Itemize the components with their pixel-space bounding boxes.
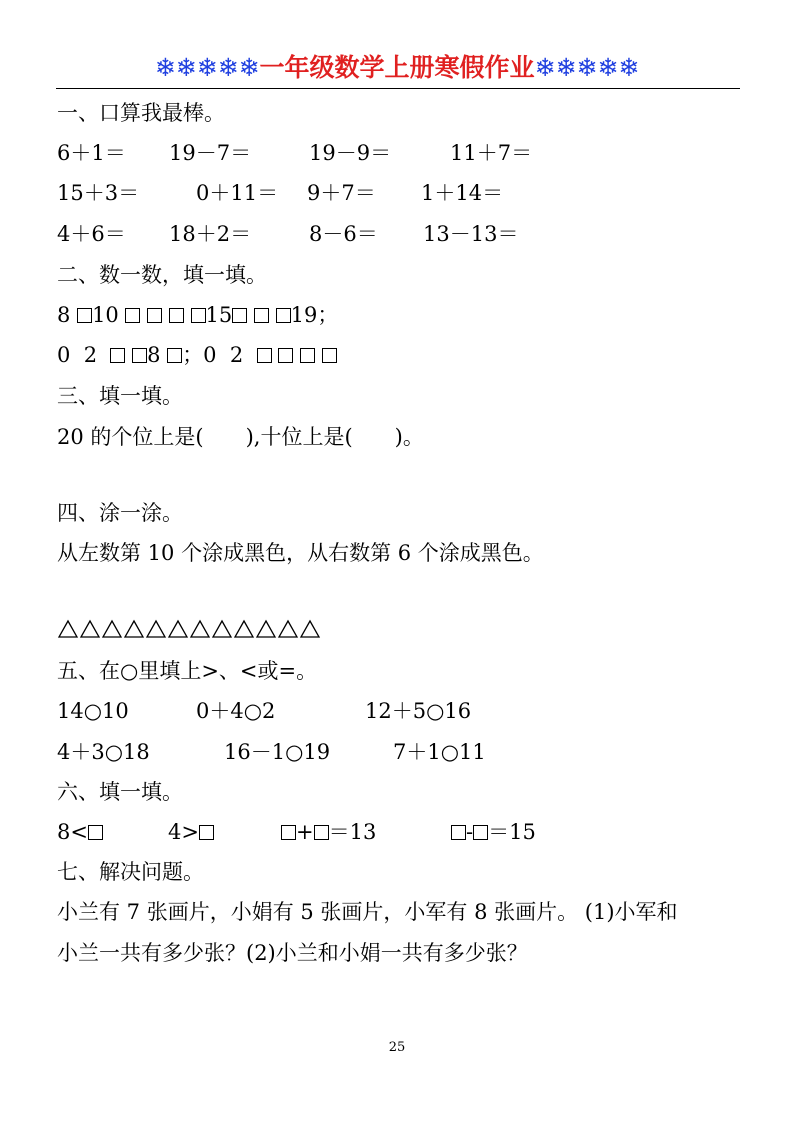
answer-box[interactable] — [473, 825, 488, 840]
answer-box[interactable] — [77, 308, 92, 323]
seq-number: 0 2 — [57, 343, 98, 367]
section5-heading: 五、在○里填上>、<或=。 — [57, 659, 318, 683]
triangle-shape[interactable] — [79, 619, 101, 639]
s4-question: 从左数第 10 个涂成黑色，从右数第 6 个涂成黑色。 — [57, 541, 544, 565]
section1-heading: 一、口算我最棒。 — [57, 101, 225, 125]
answer-box[interactable] — [125, 308, 140, 323]
answer-box[interactable] — [278, 348, 293, 363]
page-number: 25 — [388, 1040, 406, 1055]
seq-number: ；0 2 — [182, 343, 244, 367]
answer-box[interactable] — [322, 348, 337, 363]
page-title — [0, 48, 794, 84]
calc: 13－13＝ — [423, 222, 519, 246]
compare-item: 14○10 — [57, 699, 129, 723]
compare-item: 12＋5○16 — [365, 699, 472, 723]
compare-item: 16－1○19 — [224, 740, 331, 764]
snowflake-icons-left: ❄❄❄❄❄ — [154, 53, 260, 82]
seq-number: 8 — [57, 303, 71, 327]
fill-item: 4> — [168, 818, 214, 846]
compare-item: 0＋4○2 — [196, 699, 276, 723]
calc: 6＋1＝ — [57, 141, 126, 165]
answer-box[interactable] — [169, 308, 184, 323]
answer-box[interactable] — [281, 825, 296, 840]
fill-item: 8< — [57, 818, 103, 846]
triangle-shape[interactable] — [277, 619, 299, 639]
calc: 0＋11＝ — [196, 181, 279, 205]
answer-box[interactable] — [300, 348, 315, 363]
answer-box[interactable] — [451, 825, 466, 840]
s2-sequence-1 — [57, 301, 338, 329]
triangle-shape[interactable] — [101, 619, 123, 639]
answer-box[interactable] — [276, 308, 291, 323]
s7-problem-line1: 小兰有 7 张画片，小娟有 5 张画片，小军有 8 张画片。 (1)小军和 — [57, 900, 678, 924]
calc: 19－9＝ — [309, 141, 392, 165]
section6-heading: 六、填一填。 — [57, 780, 183, 804]
s7-problem-line2: 小兰一共有多少张？(2)小兰和小娟一共有多少张？ — [57, 941, 528, 965]
answer-box[interactable] — [147, 308, 162, 323]
seq-number: 15 — [205, 303, 233, 327]
calc: 1＋14＝ — [421, 181, 504, 205]
answer-box[interactable] — [167, 348, 182, 363]
section7-heading: 七、解决问题。 — [57, 860, 204, 884]
calc: 15＋3＝ — [57, 181, 140, 205]
triangle-shape[interactable] — [211, 619, 233, 639]
seq-number: 10 — [92, 303, 119, 327]
calc: 18＋2＝ — [169, 222, 252, 246]
answer-box[interactable] — [232, 308, 247, 323]
answer-box[interactable] — [88, 825, 103, 840]
triangle-shape[interactable] — [189, 619, 211, 639]
calc: 8－6＝ — [309, 222, 378, 246]
triangle-shape[interactable] — [233, 619, 255, 639]
triangle-shape[interactable] — [299, 619, 321, 639]
answer-box[interactable] — [132, 348, 147, 363]
fill-item: + ＝13 — [281, 818, 376, 846]
section3-heading: 三、填一填。 — [57, 384, 183, 408]
title-text: 一年级数学上册寒假作业 — [259, 53, 535, 82]
answer-box[interactable] — [199, 825, 214, 840]
seq-number: 8 — [147, 343, 161, 367]
fill-item: - ＝15 — [451, 818, 536, 846]
calc: 9＋7＝ — [307, 181, 376, 205]
header-rule — [56, 88, 740, 89]
answer-box[interactable] — [110, 348, 125, 363]
seq-number: 19； — [290, 303, 339, 327]
triangle-shape[interactable] — [57, 619, 79, 639]
calc: 11＋7＝ — [450, 141, 533, 165]
triangle-shape[interactable] — [167, 619, 189, 639]
compare-item: 4＋3○18 — [57, 740, 150, 764]
section2-heading: 二、数一数，填一填。 — [57, 263, 267, 287]
triangle-shape[interactable] — [145, 619, 167, 639]
s2-sequence-2 — [57, 341, 337, 369]
answer-box[interactable] — [257, 348, 272, 363]
triangle-shape[interactable] — [255, 619, 277, 639]
snowflake-icons-right: ❄❄❄❄❄ — [534, 53, 640, 82]
section4-heading: 四、涂一涂。 — [57, 501, 183, 525]
calc: 4＋6＝ — [57, 222, 126, 246]
answer-box[interactable] — [314, 825, 329, 840]
triangle-shape[interactable] — [123, 619, 145, 639]
triangle-row — [57, 616, 321, 644]
compare-item: 7＋1○11 — [393, 740, 486, 764]
calc: 19－7＝ — [169, 141, 252, 165]
answer-box[interactable] — [191, 308, 206, 323]
s3-question: 20 的个位上是( ),十位上是( )。 — [57, 425, 424, 449]
answer-box[interactable] — [254, 308, 269, 323]
